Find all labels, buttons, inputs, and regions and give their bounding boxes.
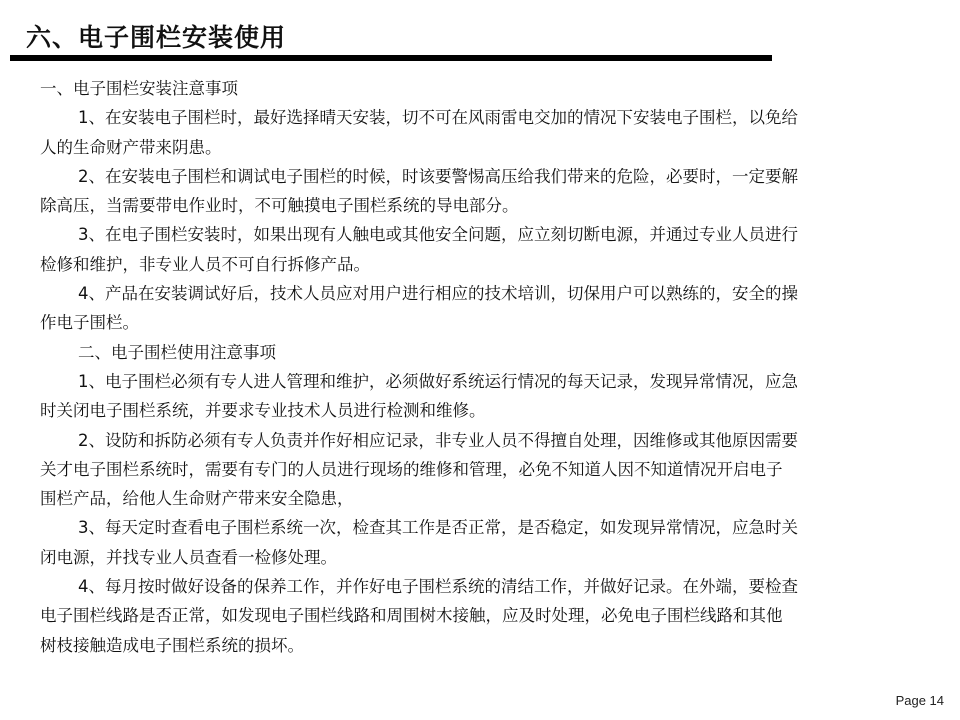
text-line: 4、每月按时做好设备的保养工作，并作好电子围栏系统的清结工作，并做好记录。在外端，要检查 [78, 577, 798, 597]
text-line: 电子围栏线路是否正常，如发现电子围栏线路和周围树木接触，应及时处理，必免电子围栏线路和其他 [40, 606, 783, 626]
text-line: 1、在安装电子围栏时，最好选择晴天安装，切不可在风雨雷电交加的情况下安装电子围栏，以免给 [78, 108, 798, 128]
text-line: 一、电子围栏安装注意事项 [40, 79, 238, 98]
page-title: 六、电子围栏安装使用 [26, 23, 287, 52]
text-line: 2、设防和拆防必须有专人负责并作好相应记录，非专业人员不得擅自处理，因维修或其他原因需要 [78, 430, 798, 450]
text-line: 作电子围栏。 [40, 313, 139, 333]
text-line: 2、在安装电子围栏和调试电子围栏的时候，时该要警惕高压给我们带来的危险，必要时，一定要解 [78, 166, 798, 186]
text-line: 闭电源，并找专业人员查看一检修处理。 [40, 547, 337, 567]
text-line: 4、产品在安装调试好后，技术人员应对用户进行相应的技术培训，切保用户可以熟练的，安全的操 [78, 284, 798, 304]
text-line: 3、每天定时查看电子围栏系统一次，检查其工作是否正常，是否稳定，如发现异常情况，应急时关 [78, 518, 798, 538]
text-line: 人的生命财产带来阴患。 [40, 137, 222, 157]
text-line: 二、电子围栏使用注意事项 [78, 342, 276, 362]
text-line: 树枝接触造成电子围栏系统的损坏。 [40, 635, 304, 655]
text-line: 围栏产品，给他人生命财产带来安全隐患， [40, 489, 354, 509]
text-line: 除高压，当需要带电作业时，不可触摸电子围栏系统的导电部分。 [40, 196, 519, 216]
text-line: 3、在电子围栏安装时，如果出现有人触电或其他安全问题，应立刻切断电源，并通过专业人员进行 [78, 225, 798, 245]
page-number: Page 14 [895, 693, 944, 708]
text-line: 检修和维护，非专业人员不可自行拆修产品。 [40, 254, 370, 274]
text-line: 时关闭电子围栏系统，并要求专业技术人员进行检测和维修。 [40, 401, 486, 421]
body-text [40, 74, 900, 660]
title-underline [10, 55, 772, 61]
text-line: 关才电子围栏系统时，需要有专门的人员进行现场的维修和管理，必免不知道人因不知道情况开启电子 [40, 459, 783, 479]
text-line: 1、电子围栏必须有专人进人管理和维护，必须做好系统运行情况的每天记录，发现异常情况，应急 [78, 371, 798, 391]
